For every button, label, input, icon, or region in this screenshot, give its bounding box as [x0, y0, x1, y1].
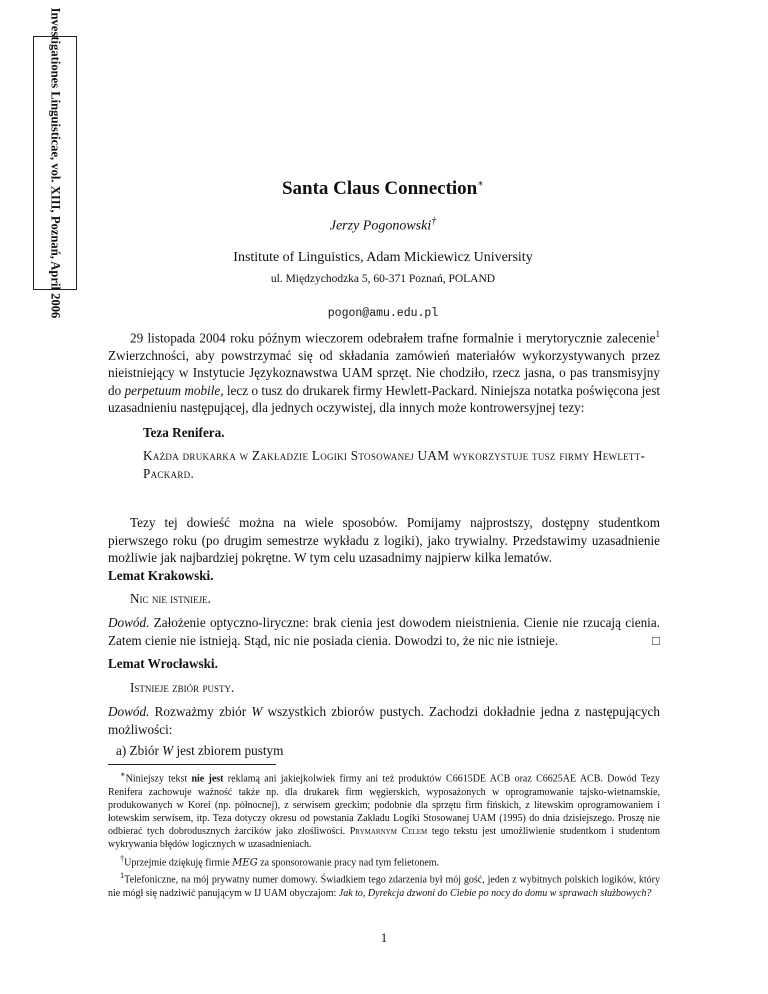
- variable-w: W: [162, 743, 174, 758]
- lemma-2-statement: Istnieje zbiór pusty.: [130, 680, 235, 695]
- intro-text-1: 29 listopada 2004 roku późnym wieczorem odebrałem trafne formalnie i merytorycznie zalecenie: [130, 330, 656, 346]
- footnote-1-smallcaps: Prymarnym Celem: [349, 826, 428, 838]
- title-footnote-mark: ∗: [477, 178, 485, 190]
- variable-w: W: [251, 704, 263, 719]
- lemma-2-proof-text-a: Rozważmy zbiór: [149, 704, 252, 719]
- lemma-2-title: Lemat Wrocławski.: [108, 656, 218, 671]
- intro-text-3: , lecz o tusz do drukarek firmy Hewlett-Packard. Niniejsza notatka poświęcona jest uzasadnieniu następującej, dla jednych oczywistej, dla innych może kontrowersyjnej tezy:: [108, 382, 660, 416]
- footnote-mark: 1: [120, 871, 125, 881]
- footnote-ref-1[interactable]: 1: [655, 329, 660, 339]
- paper-title: [118, 178, 648, 200]
- footnote-rule: [108, 764, 276, 765]
- lemma-1-proof-text: Założenie optyczno-liryczne: brak cienia jest dowodem nieistnienia. Cienie nie rzucają cienia. Zatem cienie nie istnieją. Stąd, nic nie posiada cienia. Dowodzi to, że nic nie istnieje.: [108, 615, 660, 648]
- footnote-1-text-c: tego tekstu jest umożliwienie studentkom i studentom wykrywania błędów logicznych w uzasadnieniach.: [108, 826, 661, 851]
- author: [118, 216, 648, 235]
- lemma-2-proof: [108, 703, 660, 738]
- thesis-title: Teza Renifera.: [143, 425, 225, 440]
- meg-logo: MEG: [232, 856, 258, 868]
- lemma-1-title: Lemat Krakowski.: [108, 568, 214, 583]
- intro-text-2: Zwierzchności, aby powstrzymać się od składania zamówień materiałów wykorzystywanych przez nieistniejący w Instytucie Językoznawstwa UAM sprzęt. Nie chodziło, rzecz jasna, o pas transmisyjny do: [108, 347, 660, 398]
- footnote-3: [108, 869, 660, 900]
- footnote-mark: ∗: [120, 770, 126, 779]
- footnote-mark: †: [120, 853, 125, 863]
- case-a: [116, 742, 660, 760]
- email-link[interactable]: pogon@amu.edu.pl: [327, 307, 439, 320]
- thesis-text: Każda drukarka w Zakładzie Logiki Stosowanej UAM wykorzystuje tusz firmy Hewlett-Packard.: [143, 448, 646, 481]
- footnote-2: [108, 852, 660, 870]
- intro-paragraph: [108, 326, 660, 417]
- page-number: 1: [380, 930, 388, 945]
- body-paragraph-2: Tezy tej dowieść można na wiele sposobów. Pomijamy najprostszy, dostępny studentkom pierwszego roku (po drugim semestrze wykładu z logiki), jako trywialny. Przedstawimy uzasadnienie możliwie jak najbardziej pokrętne. W tym celu uzasadnimy najpierw kilka lematów.: [108, 515, 660, 565]
- footnote-2-text-b: za sponsorowanie pracy nad tym felietonem.: [257, 856, 440, 868]
- case-a-pre: a) Zbiór: [116, 743, 163, 758]
- author-footnote-mark: †: [431, 216, 437, 227]
- proof-label: Dowód.: [108, 615, 150, 630]
- qed-square-icon: □: [652, 632, 660, 648]
- footnote-3-italic: Jak to, Dyrekcja dzwoni do Ciebie po nocy do domu w sprawach służbowych?: [338, 887, 652, 899]
- lemma-1-proof: [108, 614, 660, 649]
- case-a-post: jest zbiorem pustym: [173, 743, 284, 758]
- title-text: Santa Claus Connection: [281, 178, 478, 199]
- footnote-2-text-a: Uprzejmie dziękuję firmie: [124, 856, 233, 868]
- lemma-2-proof-text-b: wszystkich zbiorów pustych. Zachodzi dokładnie jedna z następujących możliwości:: [108, 704, 661, 737]
- footnote-1: [108, 768, 660, 852]
- thesis-block: [143, 425, 660, 483]
- address: ul. Międzychodzka 5, 60-371 Poznań, POLAND: [270, 273, 496, 285]
- footnote-1-text-a: Niniejszy tekst: [125, 773, 192, 785]
- author-name: Jerzy Pogonowski: [329, 218, 432, 234]
- footnote-1-text-b: reklamą ani jakiejkolwiek firmy ani też produktów C6615DE ACB oraz C6625AE ACB. Dowód Tezy Renifera zachowuje ważność także np. dla drukarek firm węgierskich, wyposażonych w oprogramowanie tajsko-wietnamskie, produkowanych w Korei (np. północnej), z serwisem greckim; podobnie dla sprzętu firm fińskich, z litewskim oprogramowaniem i łotewskim serwisem, itp. Teza dotyczy okresu od powstania Zakładu Logiki Stosowanej UAM (1995) do dnia dzisiejszego. Proszę nie odbierać tych dobrodusznych żarcików jako złośliwości.: [108, 773, 660, 838]
- proof-label: Dowód.: [108, 704, 150, 719]
- journal-header-box: [33, 7, 77, 319]
- affiliation: Institute of Linguistics, Adam Mickiewicz University: [233, 250, 533, 265]
- footnote-3-text-a: Telefoniczne, na mój prywatny numer domowy. Świadkiem tego zdarzenia był mój gość, jeden z wybitnych polskich logików, który nie mógł się nadziwić panującym w IJ UAM obyczajom:: [108, 874, 660, 899]
- footnotes: [108, 768, 660, 900]
- journal-header: Investigationes Linguisticae, vol. XIII, Poznań, April 2006: [48, 7, 63, 319]
- intro-emphasis: perpetuum mobile: [124, 382, 221, 398]
- footnote-1-bold: nie jest: [191, 773, 224, 785]
- lemma-1-statement: Nic nie istnieje.: [130, 591, 211, 606]
